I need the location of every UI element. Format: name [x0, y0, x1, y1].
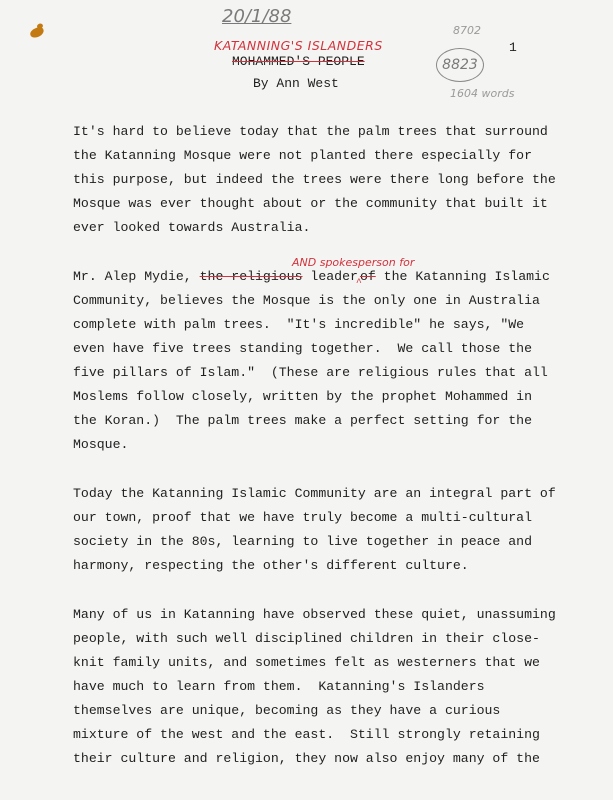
- paragraph-2: [73, 265, 550, 457]
- page-number: 1: [509, 40, 517, 55]
- text-line: their culture and religion, they now also enjoy many of the: [73, 751, 540, 766]
- handwritten-reference-number: 8702: [453, 24, 481, 37]
- handwritten-word-count: 1604 words: [450, 87, 515, 100]
- text-line: themselves are unique, becoming as they have a curious: [73, 703, 501, 718]
- text-line: Moslems follow closely, written by the prophet Mohammed in: [73, 389, 532, 404]
- text-line: this purpose, but indeed the trees were there long before the: [73, 172, 556, 187]
- text-line: Many of us in Katanning have observed these quiet, unassuming: [73, 607, 556, 622]
- text-line: knit family units, and sometimes felt as westerners that we: [73, 655, 540, 670]
- text-line: our town, proof that we have truly become a multi-cultural: [73, 510, 532, 525]
- text-line: society in the 80s, learning to live together in peace and: [73, 534, 532, 549]
- text-line: Mosque.: [73, 437, 129, 452]
- circled-number: 8823: [436, 48, 484, 82]
- ink-stain: [29, 26, 45, 39]
- handwritten-date: 20/1/88: [222, 6, 292, 27]
- handwritten-insertion: AND spokesperson for: [292, 256, 415, 269]
- paragraph-1: [73, 120, 556, 240]
- struck-text: of: [359, 269, 376, 284]
- text-line: complete with palm trees. "It's incredible" he says, "We: [73, 317, 525, 332]
- text-line: the Koran.) The palm trees make a perfect setting for the: [73, 413, 532, 428]
- text-line: harmony, respecting the other's different culture.: [73, 558, 469, 573]
- text-line: Community, believes the Mosque is the only one in Australia: [73, 293, 540, 308]
- struck-original-title: MOHAMMED'S PEOPLE: [232, 54, 365, 69]
- text-line: Today the Katanning Islamic Community are an integral part of: [73, 486, 556, 501]
- paragraph-4: [73, 603, 556, 771]
- text-line: It's hard to believe today that the palm trees that surround: [73, 124, 548, 139]
- text-line: five pillars of Islam." (These are religious rules that all: [73, 365, 548, 380]
- text-line: the Katanning Mosque were not planted there especially for: [73, 148, 532, 163]
- paragraph-3: [73, 482, 556, 578]
- text-line: people, with such well disciplined children in their close-: [73, 631, 540, 646]
- text-line: ever looked towards Australia.: [73, 220, 311, 235]
- text-line: have much to learn from them. Katanning's Islanders: [73, 679, 485, 694]
- struck-text: the religious: [199, 269, 303, 284]
- text-line: Mosque was ever thought about or the community that built it: [73, 196, 548, 211]
- handwritten-new-title: KATANNING'S ISLANDERS: [214, 38, 383, 53]
- text-line-edited: Mr. Alep Mydie, the religious leader$_{\^{}}$of the Katanning Islamic: [73, 269, 550, 289]
- byline: By Ann West: [253, 76, 339, 91]
- text-line: mixture of the west and the east. Still strongly retaining: [73, 727, 540, 742]
- text-line: even have five trees standing together. We call those the: [73, 341, 532, 356]
- insertion-caret: ^: [355, 278, 362, 289]
